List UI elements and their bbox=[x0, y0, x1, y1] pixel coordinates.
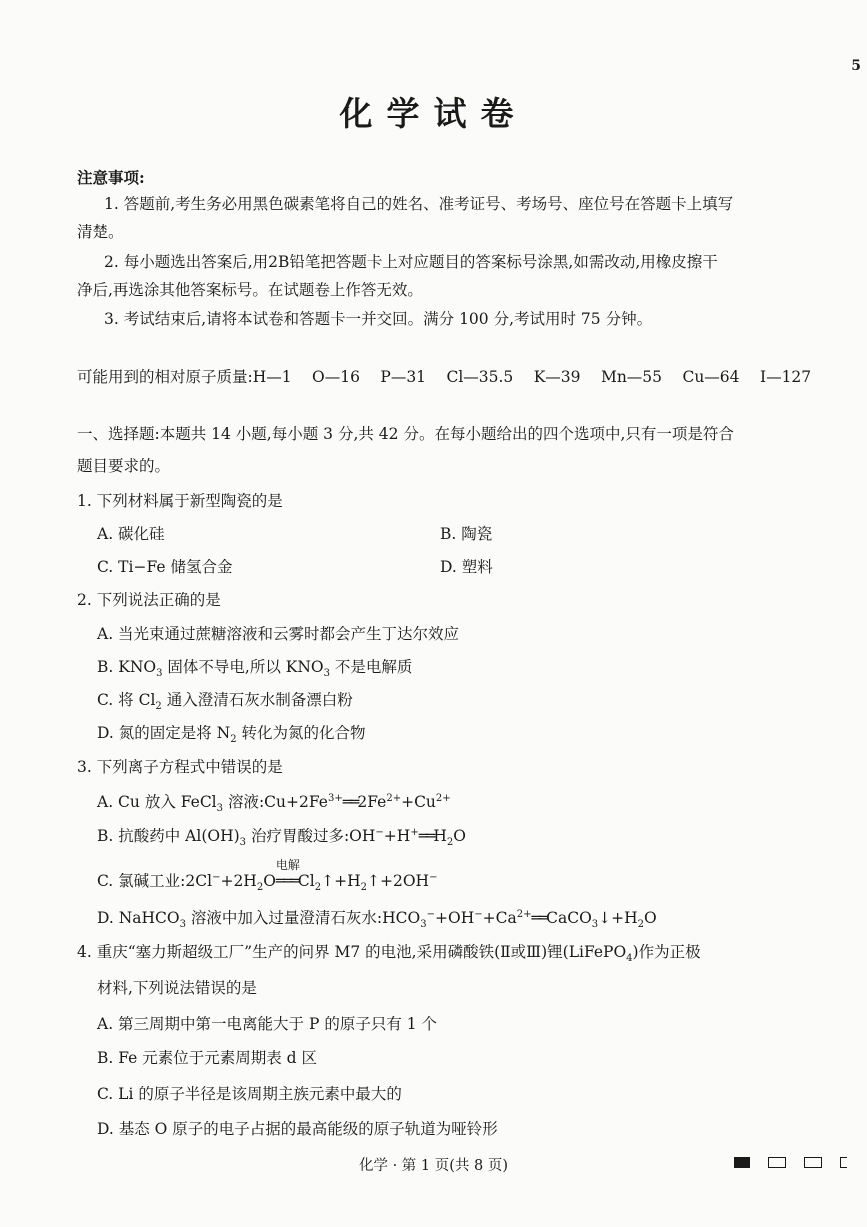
q4-option-c: C. Li 的原子半径是该周期主族元素中最大的 bbox=[97, 1085, 402, 1103]
q2-b-part1: B. KNO bbox=[97, 658, 157, 676]
section-heading-cont: 题目要求的。 bbox=[77, 457, 171, 475]
atomic-masses: 可能用到的相对原子质量:H—1 O—16 P—31 Cl—35.5 K—39 Mn—55 Cu—64 I—127 bbox=[77, 368, 812, 386]
notice-heading: 注意事项: bbox=[77, 168, 145, 187]
page-indicator-partial bbox=[840, 1157, 847, 1168]
q4-option-b: B. Fe 元素位于元素周期表 d 区 bbox=[97, 1049, 318, 1067]
page-indicator-empty bbox=[804, 1157, 822, 1168]
q4-stem: 4. 重庆“塞力斯超级工厂”生产的问界 M7 的电池,采用磷酸铁(Ⅱ或Ⅲ)锂(LiFePO$_4$)作为正极 bbox=[77, 943, 701, 965]
q3-b-label: B. 抗酸药中 Al(OH) bbox=[97, 827, 240, 845]
q4-option-a: A. 第三周期中第一电离能大于 P 的原子只有 1 个 bbox=[97, 1015, 438, 1033]
page-footer: 化学 · 第 1 页(共 8 页) bbox=[358, 1158, 509, 1174]
q1-option-a: A. 碳化硅 bbox=[97, 525, 165, 543]
q3-option-d: D. NaHCO$_3$ 溶液中加入过量澄清石灰水$:HCO_3^-+OH^-+Ca^{2+}══CaCO_3↓+H_2O$ bbox=[97, 908, 657, 931]
q3-c-label: C. 氯碱工业:2Cl bbox=[97, 872, 213, 890]
q3-a-mid: 溶液:Cu+2Fe bbox=[223, 793, 328, 811]
q2-option-d: D. 氮的固定是将 $N_2$ 转化为氮的化合物 bbox=[97, 724, 366, 746]
q4-stem-part1: 4. 重庆“塞力斯超级工厂”生产的问界 M7 的电池,采用磷酸铁(Ⅱ或Ⅲ)锂(LiFePO bbox=[77, 943, 627, 961]
q3-d-mid: 溶液中加入过量澄清石灰水:HCO bbox=[186, 909, 421, 927]
q2-stem: 2. 下列说法正确的是 bbox=[77, 591, 221, 609]
notice-item-1: 1. 答题前,考生务必用黑色碳素笔将自己的姓名、准考证号、考场号、座位号在答题卡上填写 bbox=[104, 195, 734, 213]
page-indicator-filled bbox=[734, 1157, 750, 1168]
notice-item-1-cont: 清楚。 bbox=[77, 223, 124, 241]
q2-b-part3: 不是电解质 bbox=[329, 658, 413, 676]
q2-option-a: A. 当光束通过蔗糖溶液和云雾时都会产生丁达尔效应 bbox=[97, 625, 460, 643]
notice-item-3: 3. 考试结束后,请将本试卷和答题卡一并交回。满分 100 分,考试用时 75 分钟。 bbox=[104, 310, 653, 328]
notice-item-2-cont: 净后,再选涂其他答案标号。在试题卷上作答无效。 bbox=[77, 281, 423, 299]
q3-option-a: A. Cu 放入 FeCl$_3$ 溶液$:Cu+2Fe^{3+}══2Fe^{2+}+Cu^{2+}$ bbox=[97, 792, 451, 815]
q3-d-label: D. NaHCO bbox=[97, 909, 180, 927]
page-title: 化学试卷 bbox=[339, 94, 528, 133]
q2-option-c: C. 将 $Cl_2$ 通入澄清石灰水制备漂白粉 bbox=[97, 691, 353, 713]
q4-stem-cont: 材料,下列说法错误的是 bbox=[97, 979, 257, 997]
q3-c-condition: 电解 bbox=[275, 858, 300, 872]
q1-stem: 1. 下列材料属于新型陶瓷的是 bbox=[77, 492, 283, 510]
q2-d-part1: D. 氮的固定是将 N bbox=[97, 724, 231, 742]
q3-a-label: A. Cu 放入 FeCl bbox=[97, 793, 217, 811]
q4-stem-part2: )作为正极 bbox=[632, 943, 701, 961]
q3-option-b: B. 抗酸药中 $Al(OH)_3$ 治疗胃酸过多$:OH^-+H^+══H_2O$ bbox=[97, 826, 466, 849]
section-heading: 一、选择题:本题共 14 小题,每小题 3 分,共 42 分。在每小题给出的四个选项中,只有一项是符合 bbox=[77, 425, 734, 443]
q2-c-part1: C. 将 Cl bbox=[97, 691, 156, 709]
page-corner-mark: 5 bbox=[851, 58, 861, 74]
q2-b-part2: 固体不导电,所以 KNO bbox=[162, 658, 324, 676]
q2-d-part2: 转化为氮的化合物 bbox=[236, 724, 366, 742]
notice-item-2: 2. 每小题选出答案后,用2B铅笔把答题卡上对应题目的答案标号涂黑,如需改动,用橡皮擦干 bbox=[104, 253, 718, 271]
q4-option-d: D. 基态 O 原子的电子占据的最高能级的原子轨道为哑铃形 bbox=[97, 1120, 498, 1138]
q1-option-d: D. 塑料 bbox=[440, 558, 493, 576]
q3-option-c: C. 氯碱工业$:2Cl^-+2H_2O$ 电解 $═══Cl_2↑+H_2↑+2OH^-$ bbox=[97, 858, 438, 894]
q1-option-c: C. Ti−Fe 储氢合金 bbox=[97, 558, 233, 576]
page-indicator-empty bbox=[768, 1157, 786, 1168]
q3-stem: 3. 下列离子方程式中错误的是 bbox=[77, 758, 283, 776]
q2-c-part2: 通入澄清石灰水制备漂白粉 bbox=[161, 691, 353, 709]
q1-option-b: B. 陶瓷 bbox=[440, 525, 493, 543]
q3-b-mid: 治疗胃酸过多:OH bbox=[246, 827, 376, 845]
q2-option-b: B. $KNO_3$ 固体不导电,所以 $KNO_3$ 不是电解质 bbox=[97, 658, 413, 680]
